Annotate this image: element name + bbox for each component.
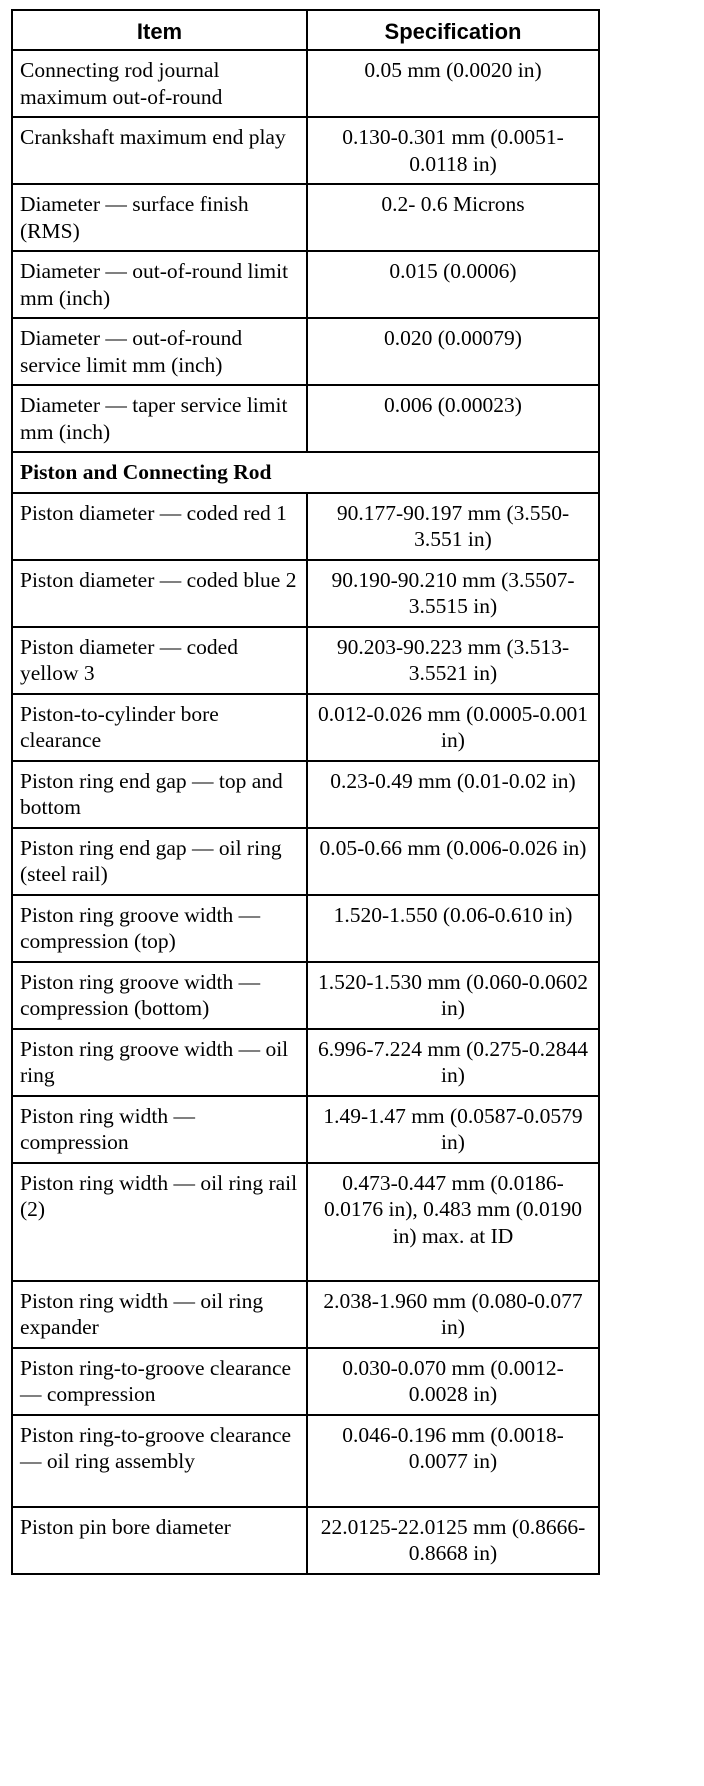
spec-cell: 2.038-1.960 mm (0.080-0.077 in): [307, 1281, 599, 1348]
item-cell: Piston ring groove width — compression (top): [12, 895, 307, 962]
table-row: [12, 385, 599, 452]
spec-cell: 0.046-0.196 mm (0.0018-0.0077 in): [307, 1415, 599, 1507]
table-row: [12, 1281, 599, 1348]
column-header-specification: Specification: [307, 10, 599, 50]
table-row: [12, 1348, 599, 1415]
table-row: [12, 251, 599, 318]
specification-table: [11, 9, 600, 1575]
spec-cell: 0.23-0.49 mm (0.01-0.02 in): [307, 761, 599, 828]
table-row: [12, 627, 599, 694]
item-cell: Piston ring end gap — top and bottom: [12, 761, 307, 828]
spec-cell: 0.006 (0.00023): [307, 385, 599, 452]
item-cell: Diameter — out-of-round service limit mm (inch): [12, 318, 307, 385]
item-cell: Piston ring end gap — oil ring (steel rail): [12, 828, 307, 895]
spec-cell: 0.020 (0.00079): [307, 318, 599, 385]
item-cell: Diameter — taper service limit mm (inch): [12, 385, 307, 452]
table-row: [12, 895, 599, 962]
item-cell: Piston ring-to-groove clearance — oil ring assembly: [12, 1415, 307, 1507]
section-heading: Piston and Connecting Rod: [12, 452, 599, 493]
table-row: [12, 493, 599, 560]
spec-cell: 1.520-1.530 mm (0.060-0.0602 in): [307, 962, 599, 1029]
table-row: [12, 694, 599, 761]
spec-cell: 0.015 (0.0006): [307, 251, 599, 318]
table-row: [12, 184, 599, 251]
spec-cell: 22.0125-22.0125 mm (0.8666-0.8668 in): [307, 1507, 599, 1574]
table-row: [12, 1096, 599, 1163]
item-cell: Crankshaft maximum end play: [12, 117, 307, 184]
item-cell: Piston-to-cylinder bore clearance: [12, 694, 307, 761]
column-header-item: Item: [12, 10, 307, 50]
item-cell: Piston ring width — compression: [12, 1096, 307, 1163]
spec-cell: 0.130-0.301 mm (0.0051-0.0118 in): [307, 117, 599, 184]
spec-cell: 0.05 mm (0.0020 in): [307, 50, 599, 117]
item-cell: Diameter — out-of-round limit mm (inch): [12, 251, 307, 318]
item-cell: Piston ring groove width — oil ring: [12, 1029, 307, 1096]
table-row: [12, 50, 599, 117]
spec-cell: 0.012-0.026 mm (0.0005-0.001 in): [307, 694, 599, 761]
item-cell: Piston pin bore diameter: [12, 1507, 307, 1574]
spec-cell: 1.49-1.47 mm (0.0587-0.0579 in): [307, 1096, 599, 1163]
spec-cell: 6.996-7.224 mm (0.275-0.2844 in): [307, 1029, 599, 1096]
table-row: [12, 318, 599, 385]
spec-cell: 90.177-90.197 mm (3.550-3.551 in): [307, 493, 599, 560]
table-row: [12, 1415, 599, 1507]
spec-cell: 0.2- 0.6 Microns: [307, 184, 599, 251]
spec-cell: 0.030-0.070 mm (0.0012-0.0028 in): [307, 1348, 599, 1415]
table-row: [12, 962, 599, 1029]
table-row: [12, 828, 599, 895]
spec-cell: 0.473-0.447 mm (0.0186-0.0176 in), 0.483 mm (0.0190 in) max. at ID: [307, 1163, 599, 1281]
table-row: [12, 117, 599, 184]
item-cell: Diameter — surface finish (RMS): [12, 184, 307, 251]
spec-cell: 90.203-90.223 mm (3.513-3.5521 in): [307, 627, 599, 694]
table-row: [12, 1507, 599, 1574]
item-cell: Piston ring-to-groove clearance — compression: [12, 1348, 307, 1415]
table-row: [12, 1163, 599, 1281]
item-cell: Connecting rod journal maximum out-of-round: [12, 50, 307, 117]
table-row: [12, 560, 599, 627]
item-cell: Piston ring width — oil ring rail (2): [12, 1163, 307, 1281]
table-row: [12, 1029, 599, 1096]
spec-cell: 1.520-1.550 (0.06-0.610 in): [307, 895, 599, 962]
spec-cell: 90.190-90.210 mm (3.5507-3.5515 in): [307, 560, 599, 627]
section-row: [12, 452, 599, 493]
item-cell: Piston diameter — coded yellow 3: [12, 627, 307, 694]
spec-cell: 0.05-0.66 mm (0.006-0.026 in): [307, 828, 599, 895]
item-cell: Piston ring width — oil ring expander: [12, 1281, 307, 1348]
table-row: [12, 761, 599, 828]
item-cell: Piston ring groove width — compression (bottom): [12, 962, 307, 1029]
header-row: [12, 10, 599, 50]
item-cell: Piston diameter — coded red 1: [12, 493, 307, 560]
item-cell: Piston diameter — coded blue 2: [12, 560, 307, 627]
